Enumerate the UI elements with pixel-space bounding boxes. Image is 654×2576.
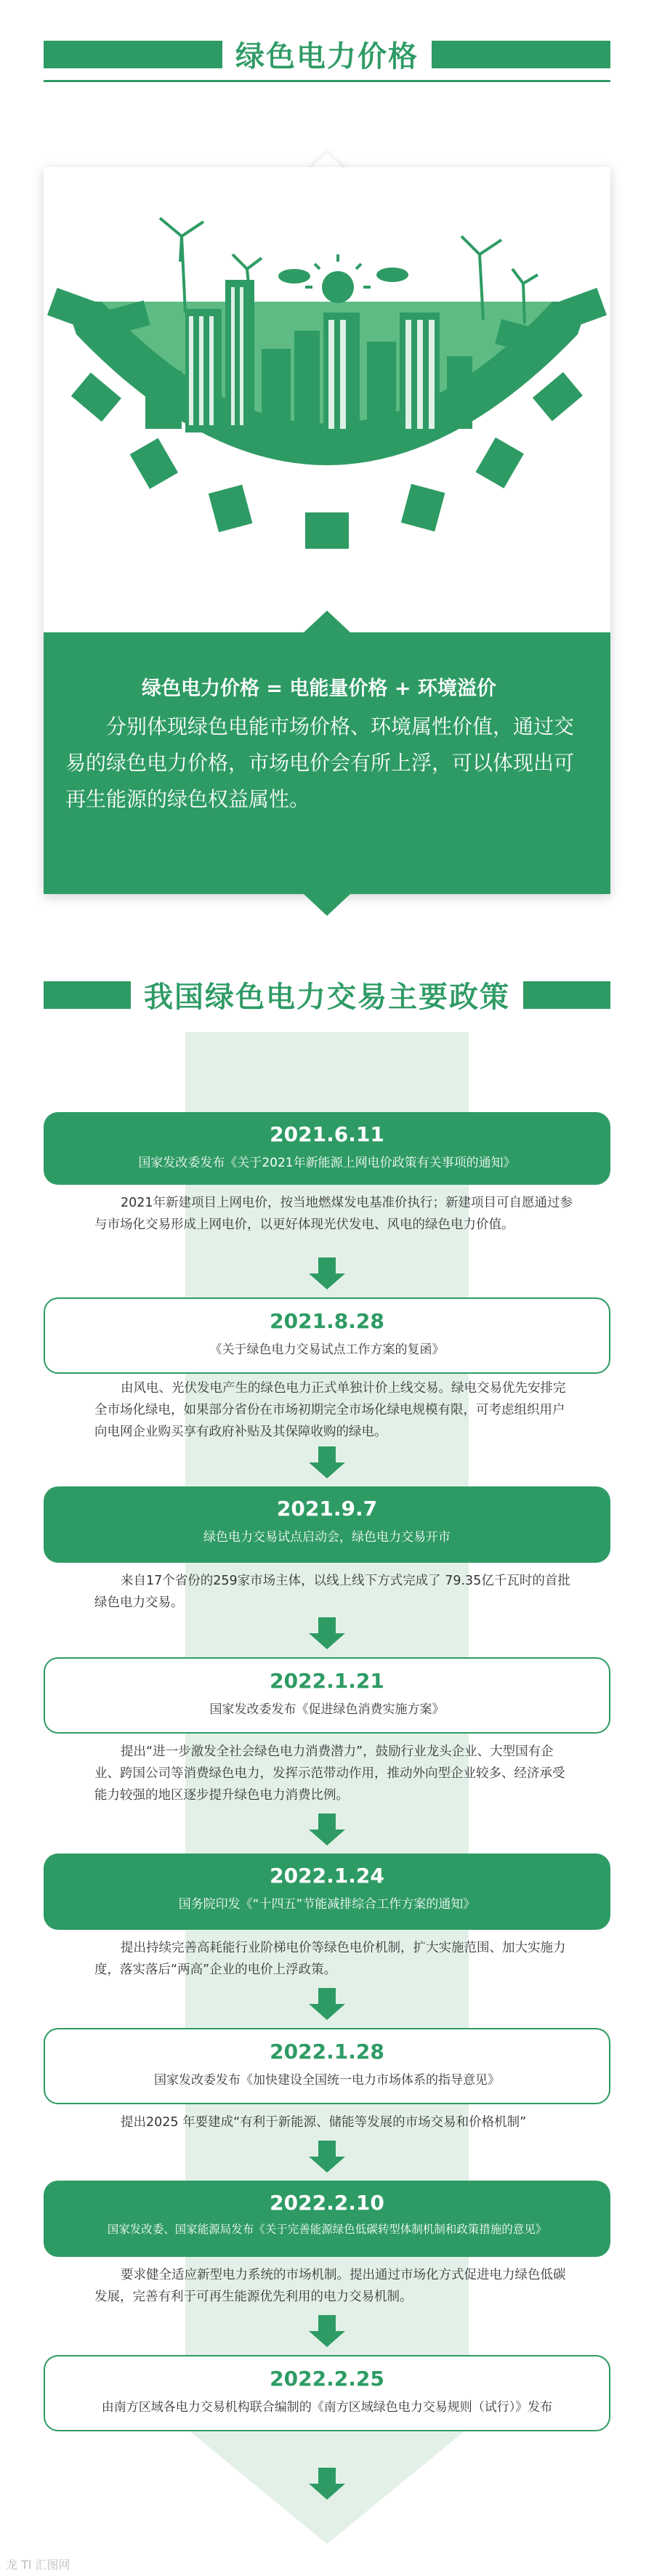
watermark: 龙 Tl 汇图网	[6, 2558, 70, 2572]
section-title-price	[44, 33, 610, 75]
timeline-node	[44, 1486, 610, 1563]
timeline-node	[44, 1657, 610, 1734]
node-desc: 国家发改委、国家能源局发布《关于完善能源绿色低碳转型体制机制和政策措施的意见》	[107, 2223, 547, 2236]
title-bar-left	[44, 41, 222, 68]
section-title-policy	[44, 974, 610, 1015]
node-desc: 国家发改委发布《加快建设全国统一电力市场体系的指导意见》	[154, 2073, 500, 2088]
node-detail: 提出“进一步激发全社会绿色电力消费潜力”，鼓励行业龙头企业、大型国有企业、跨国公司等消费绿色电力，发挥示范带动作用，推动外向型企业较多、经济承受能力较强的地区逐步提升绿色电力消费比例。	[94, 1744, 565, 1803]
down-arrow-icon	[309, 1814, 345, 1846]
node-date: 2022.2.25	[270, 2367, 384, 2391]
down-arrow-icon	[309, 2141, 345, 2173]
formula-notch-top	[304, 611, 350, 632]
node-date: 2022.1.28	[270, 2040, 384, 2064]
timeline-node	[44, 2355, 610, 2431]
down-arrow-icon	[309, 2468, 345, 2500]
node-date: 2022.2.10	[270, 2191, 384, 2215]
node-detail: 提出2025 年要建成“有利于新能源、储能等发展的市场交易和价格机制”	[121, 2115, 527, 2130]
green-city-gear-illustration	[44, 167, 610, 632]
title-bar-right	[432, 41, 610, 68]
node-detail: 2021年新建项目上网电价，按当地燃煤发电基准价执行；新建项目可自愿通过参与市场化交易形成上网电价，以更好体现光伏发电、风电的绿色电力价值。	[94, 1196, 573, 1232]
section-heading: 我国绿色电力交易主要政策	[144, 981, 510, 1014]
title-bar-right	[523, 981, 610, 1009]
formula-body: 分别体现绿色电能市场价格、环境属性价值，通过交易的绿色电力价格，市场电价会有所上浮，可以体现出可再生能源的绿色权益属性。	[65, 715, 575, 811]
node-desc: 国务院印发《“十四五”节能减排综合工作方案的通知》	[178, 1897, 476, 1912]
page-title: 绿色电力价格	[235, 40, 419, 73]
node-date: 2021.8.28	[270, 1309, 384, 1333]
down-arrow-icon	[309, 1617, 345, 1649]
timeline-node	[44, 1297, 610, 1374]
timeline-node	[44, 2181, 610, 2257]
node-desc: 《关于绿色电力交易试点工作方案的复函》	[209, 1343, 445, 1357]
node-date: 2021.9.7	[276, 1497, 378, 1521]
formula-notch-bottom	[304, 894, 350, 916]
node-desc: 国家发改委发布《关于2021年新能源上网电价政策有关事项的通知》	[138, 1156, 516, 1170]
node-date: 2021.6.11	[270, 1122, 384, 1146]
node-desc: 国家发改委发布《促进绿色消费实施方案》	[209, 1702, 445, 1717]
title-bar-left	[44, 981, 131, 1009]
timeline-node	[44, 2028, 610, 2104]
node-desc: 由南方区域各电力交易机构联合编制的《南方区域绿色电力交易规则（试行）》发布	[101, 2400, 553, 2415]
node-date: 2022.1.24	[270, 1864, 384, 1888]
node-detail: 要求健全适应新型电力系统的市场机制。提出通过市场化方式促进电力绿色低碳发展，完善有利于可再生能源优先利用的电力交易机制。	[94, 2268, 566, 2304]
title-underline	[44, 80, 610, 82]
node-date: 2022.1.21	[270, 1669, 384, 1693]
timeline-node	[44, 1112, 610, 1185]
timeline-node	[44, 1853, 610, 1930]
down-arrow-icon	[309, 1446, 345, 1478]
down-arrow-icon	[309, 2315, 345, 2347]
node-detail: 由风电、光伏发电产生的绿色电力正式单独计价上线交易。绿电交易优先安排完全市场化绿电，如果部分省份在市场初期完全市场化绿电规模有限，可考虑组织用户向电网企业购买享有政府补贴及其保障收购的绿电。	[94, 1381, 566, 1439]
down-arrow-icon	[309, 1257, 345, 1289]
node-detail: 来自17个省份的259家市场主体，以线上线下方式完成了 79.35亿千瓦时的首批绿色电力交易。	[94, 1574, 570, 1610]
formula-title: 绿色电力价格 = 电能量价格 + 环境溢价	[142, 677, 496, 700]
down-arrow-icon	[309, 1988, 345, 2020]
node-detail: 提出持续完善高耗能行业阶梯电价等绿色电价机制，扩大实施范围、加大实施力度，落实落后“两高”企业的电价上浮政策。	[94, 1941, 566, 1977]
node-desc: 绿色电力交易试点启动会，绿色电力交易开市	[203, 1530, 451, 1545]
